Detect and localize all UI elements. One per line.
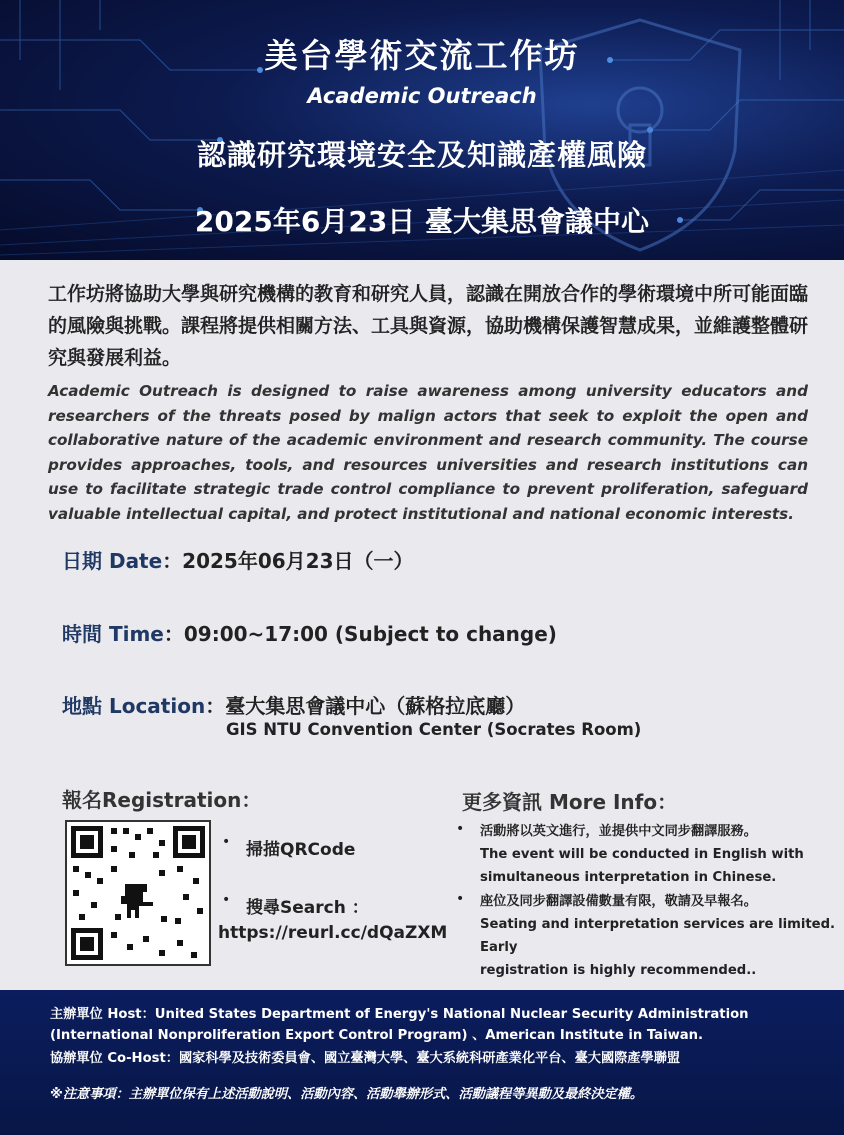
notice-text: ※注意事項：主辦單位保有上述活動說明、活動內容、活動舉辦形式、活動議程等異動及最終決定權。 [50, 1087, 644, 1102]
time-row [62, 618, 557, 647]
intro-chinese: 工作坊將協助大學與研究機構的教育和研究人員，認識在開放合作的學術環境中所可能面臨的風險與挑戰。課程將提供相關方法、工具與資源，協助機構保護智慧成果，並維護整體研究與發展利益。 [48, 283, 809, 369]
time-label: 時間 Time [62, 622, 164, 646]
more-info-heading: 更多資訊 More Info： [462, 790, 678, 814]
location-row [62, 690, 525, 719]
bullet-icon: • [222, 834, 231, 850]
date-value: ：2025年06月23日（一） [162, 549, 414, 573]
banner-title-zh: 美台學術交流工作坊 [264, 36, 580, 75]
info-2-en-line2: registration is highly recommended.. [480, 963, 757, 978]
location-value: ：臺大集思會議中心（蘇格拉底廳） [205, 694, 526, 718]
qr-code-icon [67, 822, 209, 964]
banner-title-en: Academic Outreach [307, 84, 537, 108]
scan-qrcode-text: 掃描QRCode [246, 840, 356, 860]
footer [0, 990, 844, 1135]
bullet-icon: • [222, 892, 231, 908]
date-row [62, 545, 414, 574]
more-info-item-1 [480, 820, 840, 889]
location-english: GIS NTU Convention Center (Socrates Room) [226, 720, 642, 739]
intro-english: Academic Outreach is designed to raise awareness among university educators and researchers of the threats posed by malign actors that seek to exploit the open and collaborative nature of the academic environment and research community. The course provides approaches, tools, and resources universities and research institutions can use to facilitate strategic trade control compliance to prevent proliferation, safeguard valuable intellectual capital, and protect institutional and national economic interests. [48, 382, 808, 523]
header-banner [0, 0, 844, 260]
banner-subtitle: 認識研究環境安全及知識產權風險 [196, 138, 647, 172]
info-1-en-line2: simultaneous interpretation in Chinese. [480, 870, 777, 885]
qr-code[interactable] [65, 820, 211, 966]
search-label: 搜尋Search ： [246, 898, 369, 918]
date-label: 日期 Date [62, 549, 163, 573]
location-label: 地點 Location [62, 694, 206, 718]
bullet-icon: • [456, 891, 465, 907]
cohost-text: 協辦單位 Co-Host：國家科學及技術委員會、國立臺灣大學、臺大系統科研產業化平台、臺大國際產學聯盟 [50, 1051, 681, 1066]
info-1-zh: 活動將以英文進行，並提供中文同步翻譯服務。 [480, 824, 757, 839]
registration-link[interactable]: https://reurl.cc/dQaZXM [218, 923, 448, 943]
bullet-icon: • [456, 821, 465, 837]
more-info-item-2 [480, 890, 840, 982]
host-text: 主辦單位 Host：United States Department of Energy's National Nuclear Security Administration (International Nonproliferation Export Control Program) 、American Institute in Taiwan. [50, 1007, 749, 1043]
info-1-en-line1: The event will be conducted in English with [480, 847, 804, 862]
banner-date-venue: 2025年6月23日 臺大集思會議中心 [194, 205, 650, 238]
info-2-en-line1: Seating and interpretation services are limited. Early [480, 917, 836, 955]
info-2-zh: 座位及同步翻譯設備數量有限，敬請及早報名。 [480, 894, 757, 909]
time-value: ：09:00~17:00 (Subject to change) [163, 622, 557, 646]
registration-heading: 報名Registration： [62, 788, 262, 812]
